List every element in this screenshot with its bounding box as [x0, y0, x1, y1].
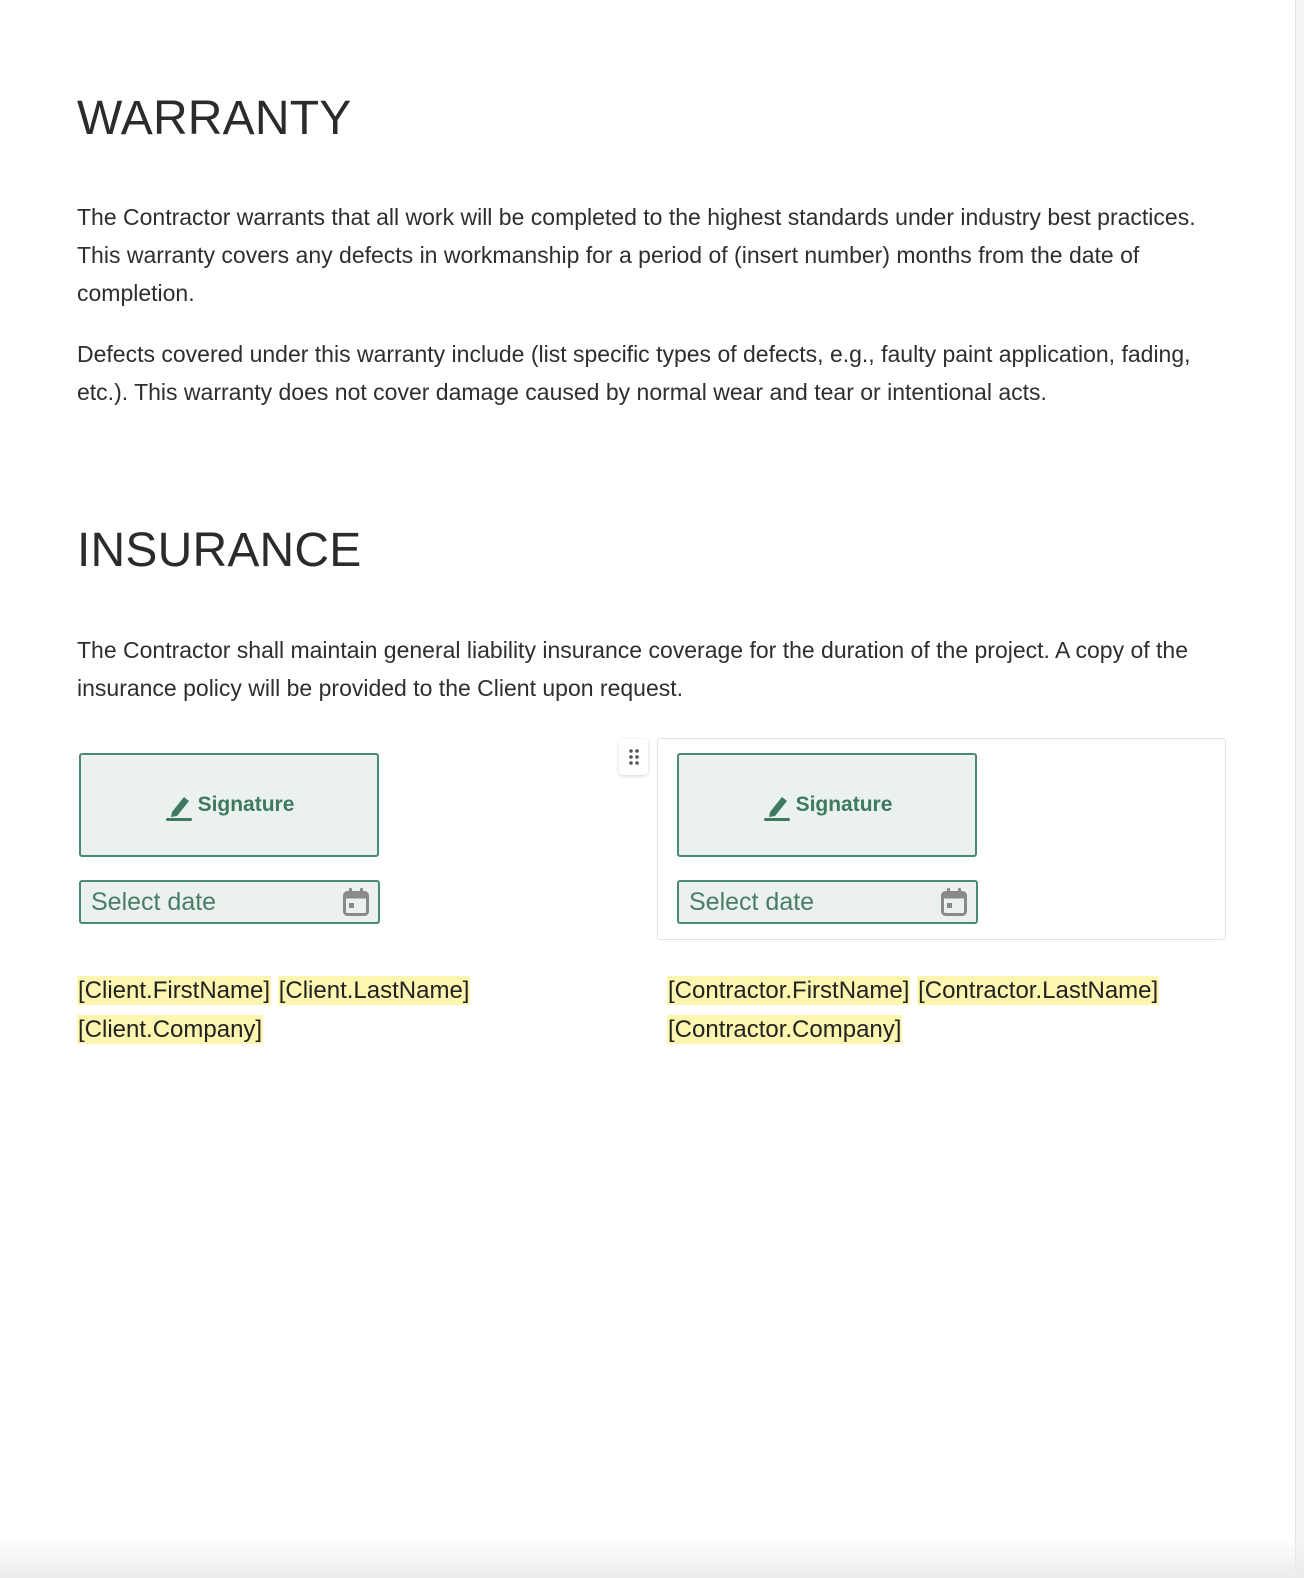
insurance-heading: INSURANCE [77, 524, 362, 577]
client-company-tag: [Client.Company] [78, 1016, 263, 1043]
client-date-field[interactable] [79, 880, 380, 924]
grip-dots-icon [628, 748, 640, 766]
client-signature-field[interactable] [79, 753, 379, 857]
calendar-icon[interactable] [342, 887, 370, 917]
pen-icon [164, 790, 194, 822]
page-bottom-shade [0, 1538, 1304, 1578]
client-first-name-tag: [Client.FirstName] [78, 977, 271, 1004]
contractor-company-tag: [Contractor.Company] [668, 1016, 902, 1043]
client-last-name-tag: [Client.LastName] [278, 977, 470, 1004]
warranty-paragraph-2: Defects covered under this warranty include (list specific types of defects, e.g., faulty paint application, fading, etc.). This warranty does not cover damage caused by normal wear and tear or intentional acts. [77, 341, 1191, 405]
warranty-paragraph-1: The Contractor warrants that all work will be completed to the highest standards under industry best practices. This warranty covers any defects in workmanship for a period of (insert number) months from the date of completion. [77, 204, 1196, 306]
drag-handle-icon[interactable] [619, 739, 648, 775]
client-merge-fields [77, 971, 577, 1049]
pen-icon [762, 790, 792, 822]
client-signature-label: Signature [197, 793, 295, 816]
contractor-date-field[interactable] [677, 880, 978, 924]
contractor-first-name-tag: [Contractor.FirstName] [668, 977, 910, 1004]
insurance-paragraph-1: The Contractor shall maintain general liability insurance coverage for the duration of the project. A copy of the insurance policy will be provided to the Client upon request. [77, 637, 1189, 701]
client-date-placeholder: Select date [91, 887, 217, 916]
contractor-signature-label: Signature [795, 793, 893, 816]
page-edge [1295, 0, 1304, 1578]
contractor-last-name-tag: [Contractor.LastName] [918, 977, 1159, 1004]
contractor-signature-field[interactable] [677, 753, 977, 857]
warranty-heading: WARRANTY [77, 92, 352, 145]
contractor-merge-fields [667, 971, 1227, 1049]
contractor-date-placeholder: Select date [689, 887, 815, 916]
calendar-icon[interactable] [940, 887, 968, 917]
